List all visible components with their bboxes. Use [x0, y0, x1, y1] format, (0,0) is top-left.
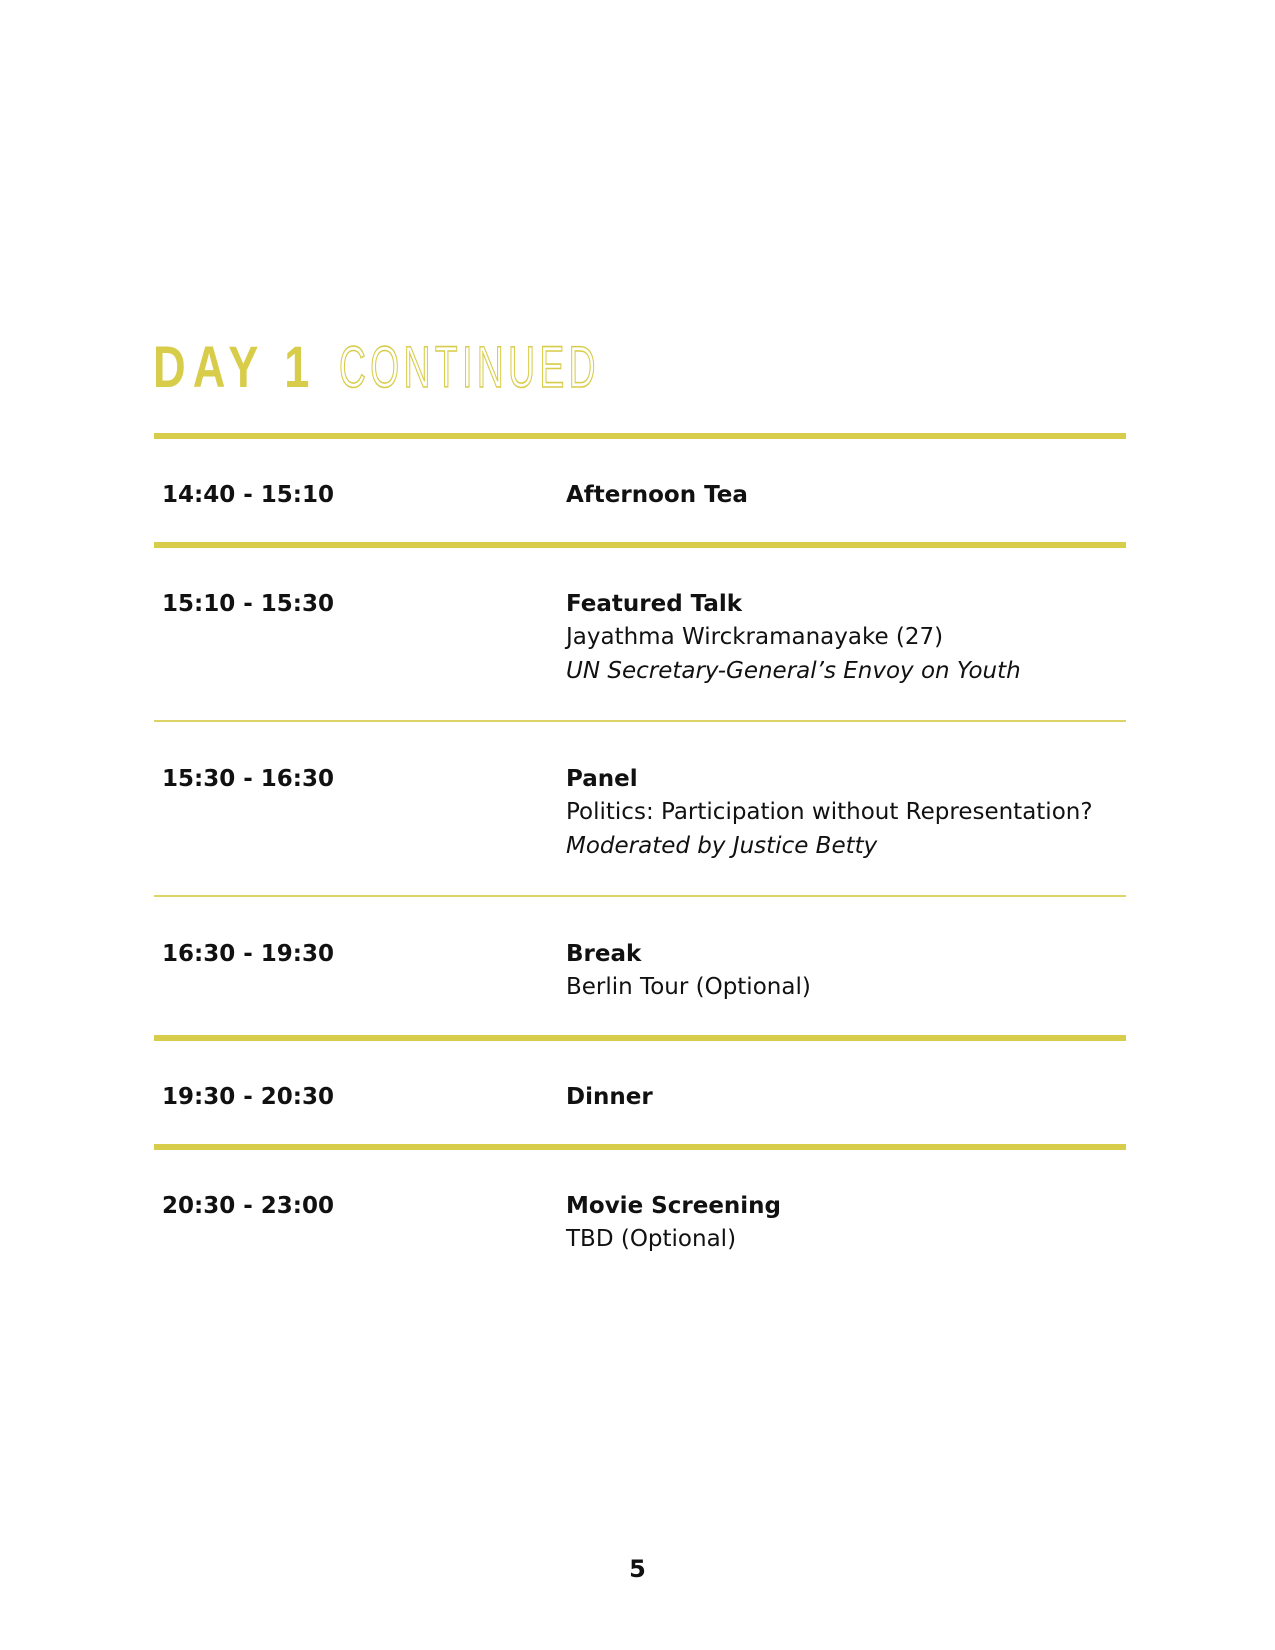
heading-continued: CONTINUED: [339, 335, 600, 400]
event-detail: TBD (Optional): [566, 1226, 737, 1252]
event-detail: Berlin Tour (Optional): [566, 974, 811, 1000]
event-title: Featured Talk: [566, 591, 743, 617]
schedule-event: [566, 938, 1126, 1004]
divider-thick: [154, 542, 1126, 548]
divider-thick: [154, 1035, 1126, 1041]
schedule-event: [566, 588, 1126, 688]
page-number: 5: [629, 1555, 646, 1583]
schedule-time: 19:30 - 20:30: [162, 1084, 334, 1110]
event-title: Dinner: [566, 1084, 653, 1110]
event-title: Panel: [566, 766, 638, 792]
divider-thin: [154, 895, 1126, 897]
event-detail: Jayathma Wirckramanayake (27): [566, 624, 944, 650]
event-title: Break: [566, 941, 642, 967]
event-detail: Politics: Participation without Representation?: [566, 799, 1093, 825]
page-heading: [153, 335, 600, 400]
schedule-time: 14:40 - 15:10: [162, 482, 334, 508]
schedule-event: [566, 1081, 1126, 1113]
schedule-event: [566, 479, 1126, 511]
schedule-event: [566, 763, 1126, 863]
schedule-time: 16:30 - 19:30: [162, 941, 334, 967]
divider-thick: [154, 1144, 1126, 1150]
schedule-time: 15:10 - 15:30: [162, 591, 334, 617]
schedule-event: [566, 1190, 1126, 1256]
schedule-time: 15:30 - 16:30: [162, 766, 334, 792]
divider-thin: [154, 720, 1126, 722]
event-note: UN Secretary-General’s Envoy on Youth: [566, 658, 1021, 684]
event-title: Afternoon Tea: [566, 482, 748, 508]
event-note: Moderated by Justice Betty: [566, 833, 878, 859]
heading-day: DAY 1: [153, 335, 317, 400]
schedule-time: 20:30 - 23:00: [162, 1193, 334, 1219]
divider-thick: [154, 433, 1126, 439]
event-title: Movie Screening: [566, 1193, 782, 1219]
